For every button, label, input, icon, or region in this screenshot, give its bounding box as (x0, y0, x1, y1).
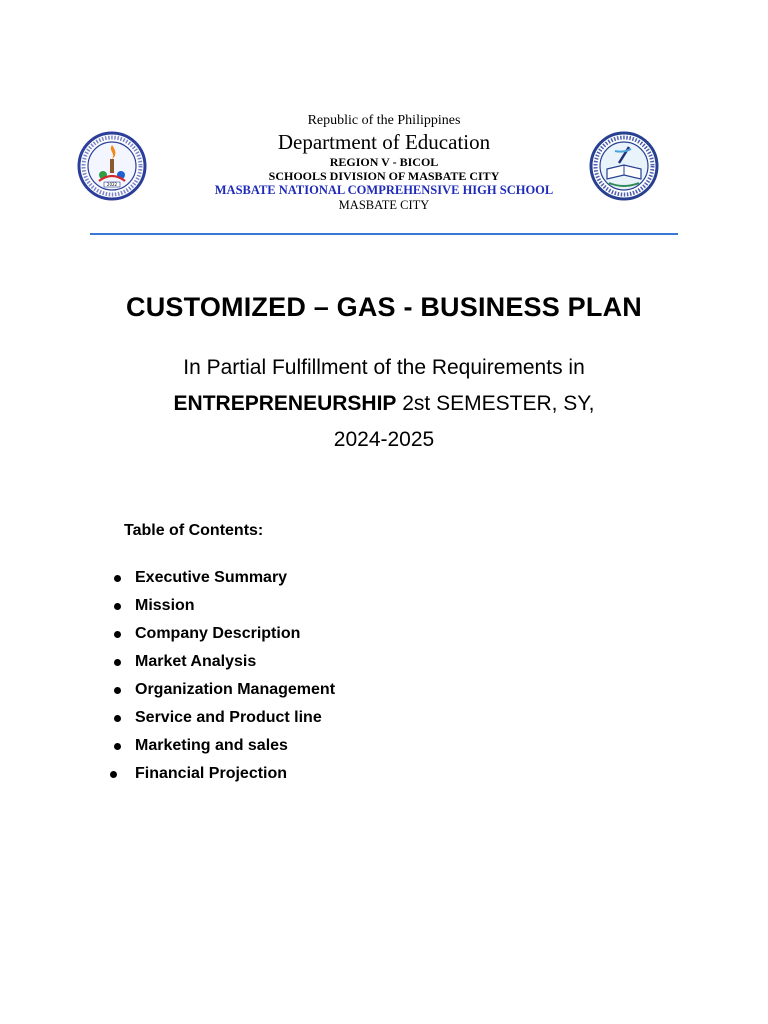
toc-item-label: Mission (135, 597, 195, 614)
subtitle-subject: ENTREPRENEURSHIP (173, 392, 397, 415)
subtitle-line-3: 2024-2025 (333, 428, 435, 451)
region-text: REGION V - BICOL (329, 155, 439, 169)
toc-item-label: Organization Management (135, 681, 336, 698)
seal-year-text: 2022 (106, 182, 118, 187)
bullet-icon (110, 771, 117, 778)
toc-item-label: Company Description (135, 625, 301, 642)
letterhead-divider (90, 233, 678, 235)
toc-item (108, 760, 335, 788)
toc-item (108, 592, 335, 620)
department-text: Department of Education (277, 130, 491, 154)
toc-item (108, 732, 335, 760)
toc-item (108, 620, 335, 648)
bullet-icon (114, 575, 121, 582)
subtitle-semester: 2st SEMESTER, SY, (396, 392, 595, 415)
bullet-icon (114, 743, 121, 750)
toc-heading: Table of Contents: (124, 522, 264, 539)
letterhead (150, 112, 618, 213)
toc-item (108, 676, 335, 704)
division-text: SCHOOLS DIVISION OF MASBATE CITY (268, 169, 500, 183)
toc-item-label: Marketing and sales (135, 737, 288, 754)
toc-item-label: Market Analysis (135, 653, 257, 670)
document-subtitle (100, 350, 668, 458)
school-seal-left-icon (77, 131, 147, 201)
toc-item-label: Financial Projection (135, 765, 288, 782)
bullet-icon (114, 603, 121, 610)
subtitle-line-2 (100, 386, 668, 422)
toc-item (108, 704, 335, 732)
city-text: MASBATE CITY (338, 198, 430, 212)
toc-item (108, 648, 335, 676)
bullet-icon (114, 687, 121, 694)
bullet-icon (114, 631, 121, 638)
document-title: CUSTOMIZED – GAS - BUSINESS PLAN (126, 292, 642, 322)
bullet-icon (114, 659, 121, 666)
toc-item (108, 564, 335, 592)
toc-item-label: Executive Summary (135, 569, 288, 586)
toc-list (108, 564, 335, 788)
republic-text: Republic of the Philippines (307, 113, 461, 128)
bullet-icon (114, 715, 121, 722)
subtitle-line-1: In Partial Fulfillment of the Requirements in (183, 356, 585, 379)
school-name-text: MASBATE NATIONAL COMPREHENSIVE HIGH SCHOOL (214, 183, 554, 197)
toc-item-label: Service and Product line (135, 709, 322, 726)
